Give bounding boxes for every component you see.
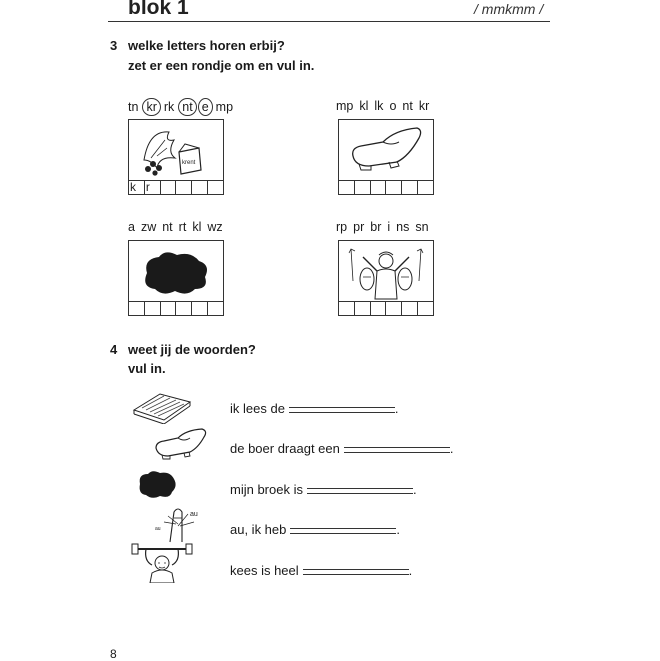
sentence-end: . xyxy=(396,522,400,537)
strongman-icon xyxy=(130,543,194,583)
answer-cell[interactable] xyxy=(192,301,208,315)
answer-cell[interactable] xyxy=(208,180,223,194)
item-2-options xyxy=(336,98,435,114)
sentence-3-text: mijn broek is xyxy=(230,482,303,497)
answer-cell[interactable] xyxy=(161,301,177,315)
answer-cell[interactable] xyxy=(176,301,192,315)
answer-cell[interactable] xyxy=(402,301,418,315)
option[interactable]: kl xyxy=(192,220,202,234)
option[interactable]: pr xyxy=(353,220,365,234)
option[interactable]: rp xyxy=(336,220,348,234)
sentence-2-text: de boer draagt een xyxy=(230,441,340,456)
option[interactable]: a xyxy=(128,220,135,234)
item-4-picture xyxy=(338,240,434,302)
option[interactable]: sn xyxy=(415,220,429,234)
sentence-5 xyxy=(230,563,412,578)
answer-blank[interactable] xyxy=(289,412,395,413)
page-number: 8 xyxy=(110,647,117,661)
option[interactable]: nt xyxy=(162,220,173,234)
exercise-3-instruction-2: zet er een rondje om en vul in. xyxy=(128,58,315,73)
sentence-end: . xyxy=(412,482,417,497)
option[interactable]: mp xyxy=(336,99,354,113)
option[interactable]: ns xyxy=(396,220,410,234)
sentence-end: . xyxy=(449,441,454,456)
sentence-end: . xyxy=(394,401,399,416)
splinter-finger-icon xyxy=(154,504,210,544)
ink-stain-icon xyxy=(136,468,178,500)
wooden-clog-icon xyxy=(339,120,433,180)
answer-cell[interactable] xyxy=(418,180,433,194)
item-3-answer-cells[interactable] xyxy=(128,301,224,316)
header-code: / mmkmm / xyxy=(474,1,544,17)
exercise-4-instruction-1: weet jij de woorden? xyxy=(128,342,256,357)
item-1-options xyxy=(128,98,239,116)
answer-cell[interactable] xyxy=(355,301,371,315)
exercise-4-number: 4 xyxy=(110,342,118,357)
sentence-2 xyxy=(230,441,454,456)
answer-blank[interactable] xyxy=(290,533,396,534)
answer-cell[interactable] xyxy=(371,180,387,194)
answer-cell[interactable] xyxy=(386,180,402,194)
bunch-of-currants-and-bag-icon xyxy=(129,120,223,180)
exercise-4-instruction-2: vul in. xyxy=(128,361,166,376)
answer-cell[interactable]: k xyxy=(129,180,145,194)
sentence-3 xyxy=(230,482,417,497)
answer-cell[interactable] xyxy=(386,301,402,315)
pic-label: au xyxy=(155,526,161,532)
newspaper-icon xyxy=(130,388,194,424)
bag-label: krent xyxy=(182,160,196,166)
option[interactable]: kr xyxy=(418,99,430,113)
answer-cell[interactable] xyxy=(208,301,223,315)
pic-label: au xyxy=(190,511,198,518)
option[interactable]: rt xyxy=(178,220,187,234)
answer-cell[interactable] xyxy=(339,180,355,194)
answer-blank[interactable] xyxy=(344,452,450,453)
option[interactable]: i xyxy=(387,220,391,234)
item-2-answer-cells[interactable] xyxy=(338,180,434,195)
answer-cell[interactable] xyxy=(129,301,145,315)
option[interactable]: nt xyxy=(402,99,413,113)
option[interactable]: mp xyxy=(215,100,234,114)
sentence-4-text: au, ik heb xyxy=(230,522,287,537)
answer-cell[interactable] xyxy=(402,180,418,194)
item-3-picture xyxy=(128,240,224,302)
option[interactable]: lk xyxy=(374,99,384,113)
man-with-raised-arms-icon xyxy=(339,241,433,301)
answer-cell[interactable] xyxy=(192,180,208,194)
answer-blank[interactable] xyxy=(307,493,413,494)
answer-cell[interactable] xyxy=(161,180,177,194)
answer-cell[interactable]: r xyxy=(145,180,161,194)
item-4-answer-cells[interactable] xyxy=(338,301,434,316)
option[interactable]: zw xyxy=(140,220,157,234)
item-3-options xyxy=(128,219,229,235)
sentence-1 xyxy=(230,401,399,416)
item-2-picture xyxy=(338,119,434,181)
option-circled[interactable]: nt xyxy=(178,98,196,116)
option[interactable]: o xyxy=(389,99,397,113)
option[interactable]: tn xyxy=(128,100,139,114)
header-divider xyxy=(108,21,550,22)
answer-blank[interactable] xyxy=(303,574,409,575)
answer-cell[interactable] xyxy=(145,301,161,315)
item-1-answer-cells[interactable] xyxy=(128,180,224,195)
header-title: blok 1 xyxy=(128,0,189,19)
item-4-options xyxy=(336,219,435,235)
option[interactable]: kl xyxy=(359,99,369,113)
item-1-picture xyxy=(128,119,224,181)
sentence-1-text: ik lees de xyxy=(230,401,285,416)
answer-cell[interactable] xyxy=(371,301,387,315)
option-circled[interactable]: kr xyxy=(142,98,160,116)
sentence-4 xyxy=(230,522,400,537)
sentence-5-text: kees is heel xyxy=(230,563,299,578)
answer-cell[interactable] xyxy=(339,301,355,315)
ink-stain-icon xyxy=(129,241,223,301)
answer-cell[interactable] xyxy=(176,180,192,194)
option[interactable]: br xyxy=(370,220,382,234)
option-circled[interactable]: e xyxy=(198,98,213,116)
answer-cell[interactable] xyxy=(418,301,433,315)
exercise-3-instruction-1: welke letters horen erbij? xyxy=(128,38,285,53)
sentence-end: . xyxy=(408,563,413,578)
option[interactable]: rk xyxy=(163,100,175,114)
exercise-3-number: 3 xyxy=(110,38,118,53)
answer-cell[interactable] xyxy=(355,180,371,194)
option[interactable]: wz xyxy=(207,220,223,234)
wooden-clog-icon xyxy=(152,426,210,460)
